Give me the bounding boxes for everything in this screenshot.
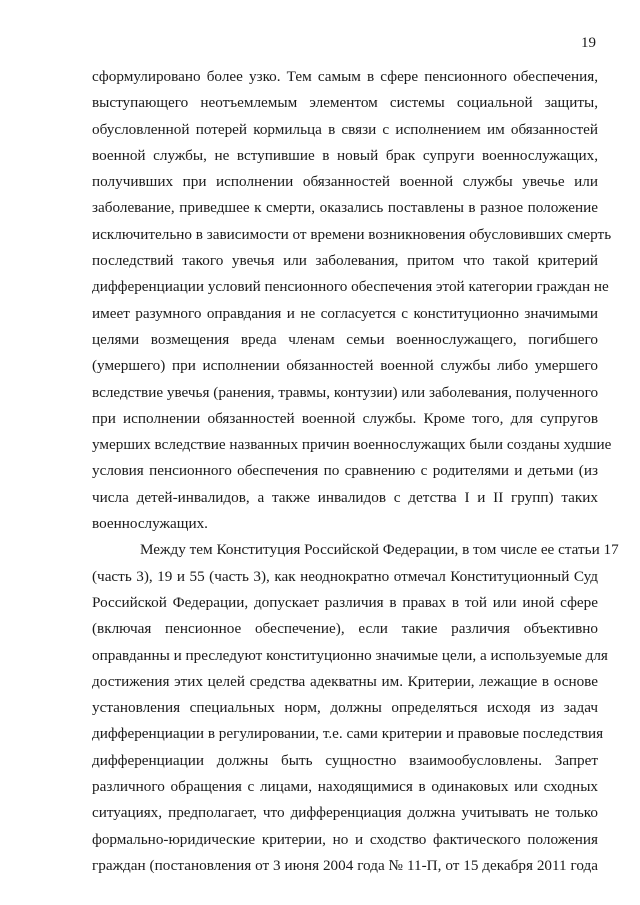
text-line: различного обращения с лицами, находящимися в одинаковых или сходных	[92, 778, 598, 796]
text-line: заболевание, приведшее к смерти, оказались поставлены в разное положение	[92, 199, 598, 217]
text-line: военной службы, не вступившие в новый брак супруги военнослужащих,	[92, 146, 598, 164]
text-line: условия пенсионного обеспечения по сравнению с родителями и детьми (из	[92, 462, 598, 480]
text-line: числа детей-инвалидов, а также инвалидов с детства I и II групп) таких	[92, 488, 598, 506]
document-body	[92, 64, 619, 879]
text-line: Российской Федерации, допускает различия в правах в той или иной сфере	[92, 593, 598, 611]
text-line: умерших вследствие названных причин военнослужащих были созданы худшие	[92, 436, 612, 454]
paragraph	[92, 537, 619, 879]
text-line: Между тем Конституция Российской Федерации, в том числе ее статьи 17	[140, 541, 619, 559]
text-line: исключительно в зависимости от времени возникновения обусловивших смерть	[92, 225, 612, 243]
paragraph	[92, 64, 612, 537]
text-line: целями возмещения вреда членам семьи военнослужащего, погибшего	[92, 330, 598, 348]
text-line: оправданны и преследуют конституционно значимые цели, а используемые для	[92, 646, 608, 664]
text-line: формально-юридические критерии, но и сходство фактического положения	[92, 830, 598, 848]
page-number: 19	[581, 35, 596, 51]
text-line: при исполнении обязанностей военной службы. Кроме того, для супругов	[92, 409, 598, 427]
text-line: выступающего неотъемлемым элементом системы социальной защиты,	[92, 94, 598, 112]
text-line: вследствие увечья (ранения, травмы, контузии) или заболевания, полученного	[92, 383, 599, 401]
text-line: обусловленной потерей кормильца в связи с исполнением им обязанностей	[92, 120, 598, 138]
text-line: граждан (постановления от 3 июня 2004 года № 11-П, от 15 декабря 2011 года	[92, 856, 598, 874]
text-line: военнослужащих.	[92, 515, 208, 533]
text-line: сформулировано более узко. Тем самым в сфере пенсионного обеспечения,	[92, 68, 598, 85]
text-line: ситуациях, предполагает, что дифференциация должна учитывать не только	[92, 804, 598, 822]
text-line: дифференциации условий пенсионного обеспечения этой категории граждан не	[92, 278, 609, 296]
text-line: (часть 3), 19 и 55 (часть 3), как неоднократно отмечал Конституционный Суд	[92, 567, 598, 585]
text-line: последствий такого увечья или заболевания, притом что такой критерий	[92, 252, 598, 270]
text-line: (включая пенсионное обеспечение), если такие различия объективно	[92, 620, 598, 638]
text-line: установления специальных норм, должны определяться исходя из задач	[92, 699, 598, 717]
text-line: достижения этих целей средства адекватны им. Критерии, лежащие в основе	[92, 672, 598, 690]
text-line: имеет разумного оправдания и не согласуется с конституционно значимыми	[92, 304, 598, 322]
text-line: получивших при исполнении обязанностей военной службы увечье или	[92, 173, 598, 191]
text-line: (умершего) при исполнении обязанностей военной службы либо умершего	[92, 357, 598, 375]
text-line: дифференциации в регулировании, т.е. сами критерии и правовые последствия	[92, 725, 604, 743]
text-line: дифференциации должны быть сущностно взаимообусловлены. Запрет	[92, 751, 598, 769]
